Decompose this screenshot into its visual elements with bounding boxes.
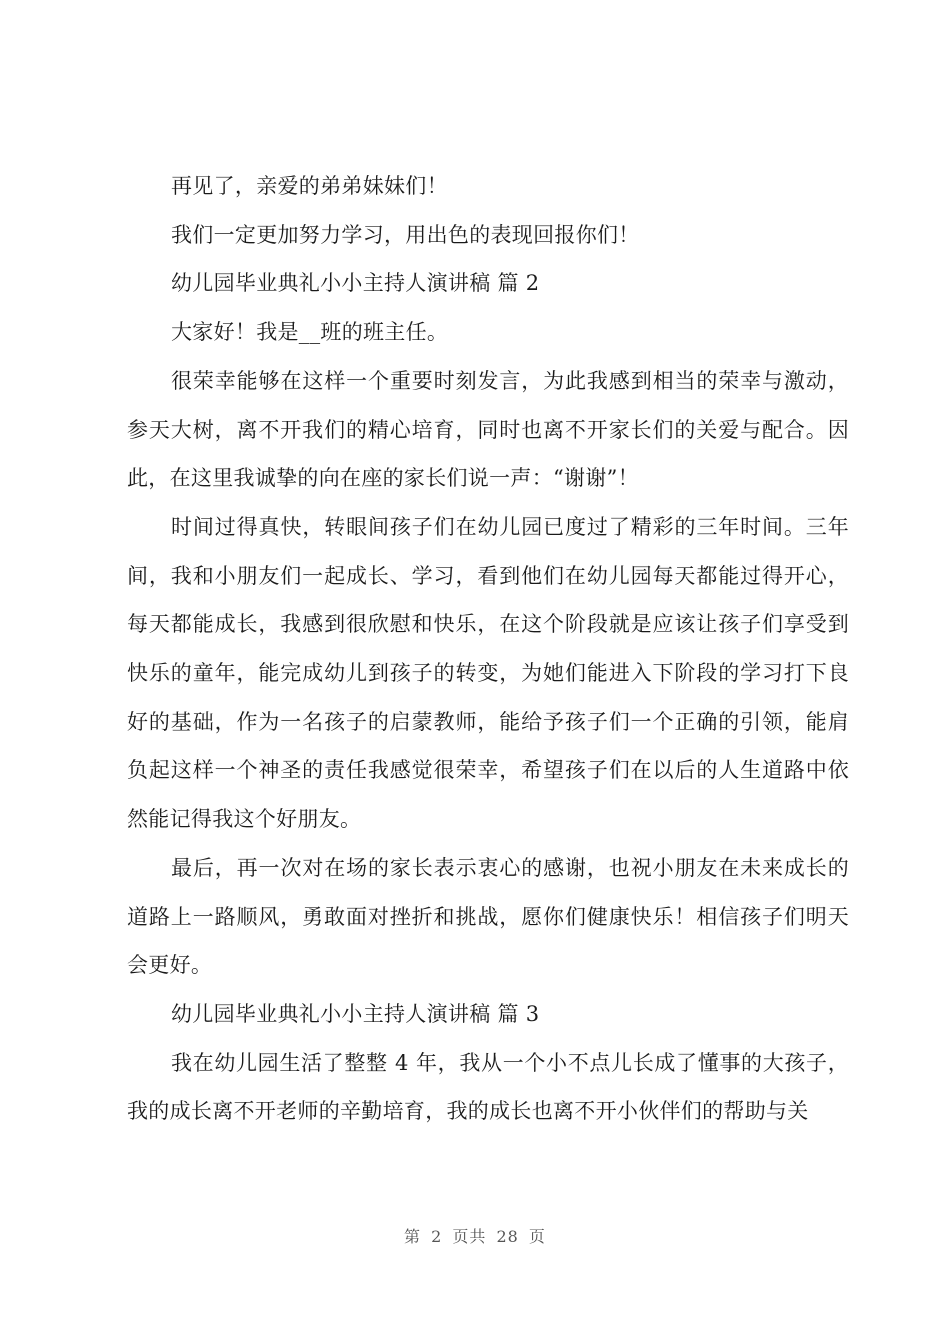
page-number-footer: 第 2 页共 28 页: [404, 1227, 546, 1246]
body-text: [127, 162, 849, 1136]
paragraph: 时间过得真快，转眼间孩子们在幼儿园已度过了精彩的三年时间。三年间，我和小朋友们一起成长、学习，看到他们在幼儿园每天都能过得开心，每天都能成长，我感到很欣慰和快乐，在这个阶段就是应该让孩子们享受到快乐的童年，能完成幼儿到孩子的转变，为她们能进入下阶段的学习打下良好的基础，作为一名孩子的启蒙教师，能给予孩子们一个正确的引领，能肩负起这样一个神圣的责任我感觉很荣幸，希望孩子们在以后的人生道路中依然能记得我这个好朋友。: [127, 514, 849, 832]
paragraph: 最后，再一次对在场的家长表示衷心的感谢，也祝小朋友在未来成长的道路上一路顺风，勇敢面对挫折和挑战，愿你们健康快乐！相信孩子们明天会更好。: [127, 855, 849, 978]
paragraph: 大家好！我是__班的班主任。: [171, 320, 449, 345]
paragraph: 很荣幸能够在这样一个重要时刻发言，为此我感到相当的荣幸与激动，参天大树，离不开我们的精心培育，同时也离不开家长们的关爱与配合。因此，在这里我诚挚的向在座的家长们说一声：“谢谢”！: [127, 368, 849, 491]
section-heading: 幼儿园毕业典礼小小主持人演讲稿 篇 3: [171, 1001, 540, 1026]
paragraph: 再见了，亲爱的弟弟妹妹们！: [171, 174, 448, 198]
paragraph: 我在幼儿园生活了整整 4 年，我从一个小不点儿长成了懂事的大孩子，我的成长离不开老师的辛勤培育，我的成长也离不开小伙伴们的帮助与关: [127, 1050, 849, 1124]
paragraph: 我们一定更加努力学习，用出色的表现回报你们！: [171, 222, 640, 247]
section-heading: 幼儿园毕业典礼小小主持人演讲稿 篇 2: [171, 271, 540, 296]
